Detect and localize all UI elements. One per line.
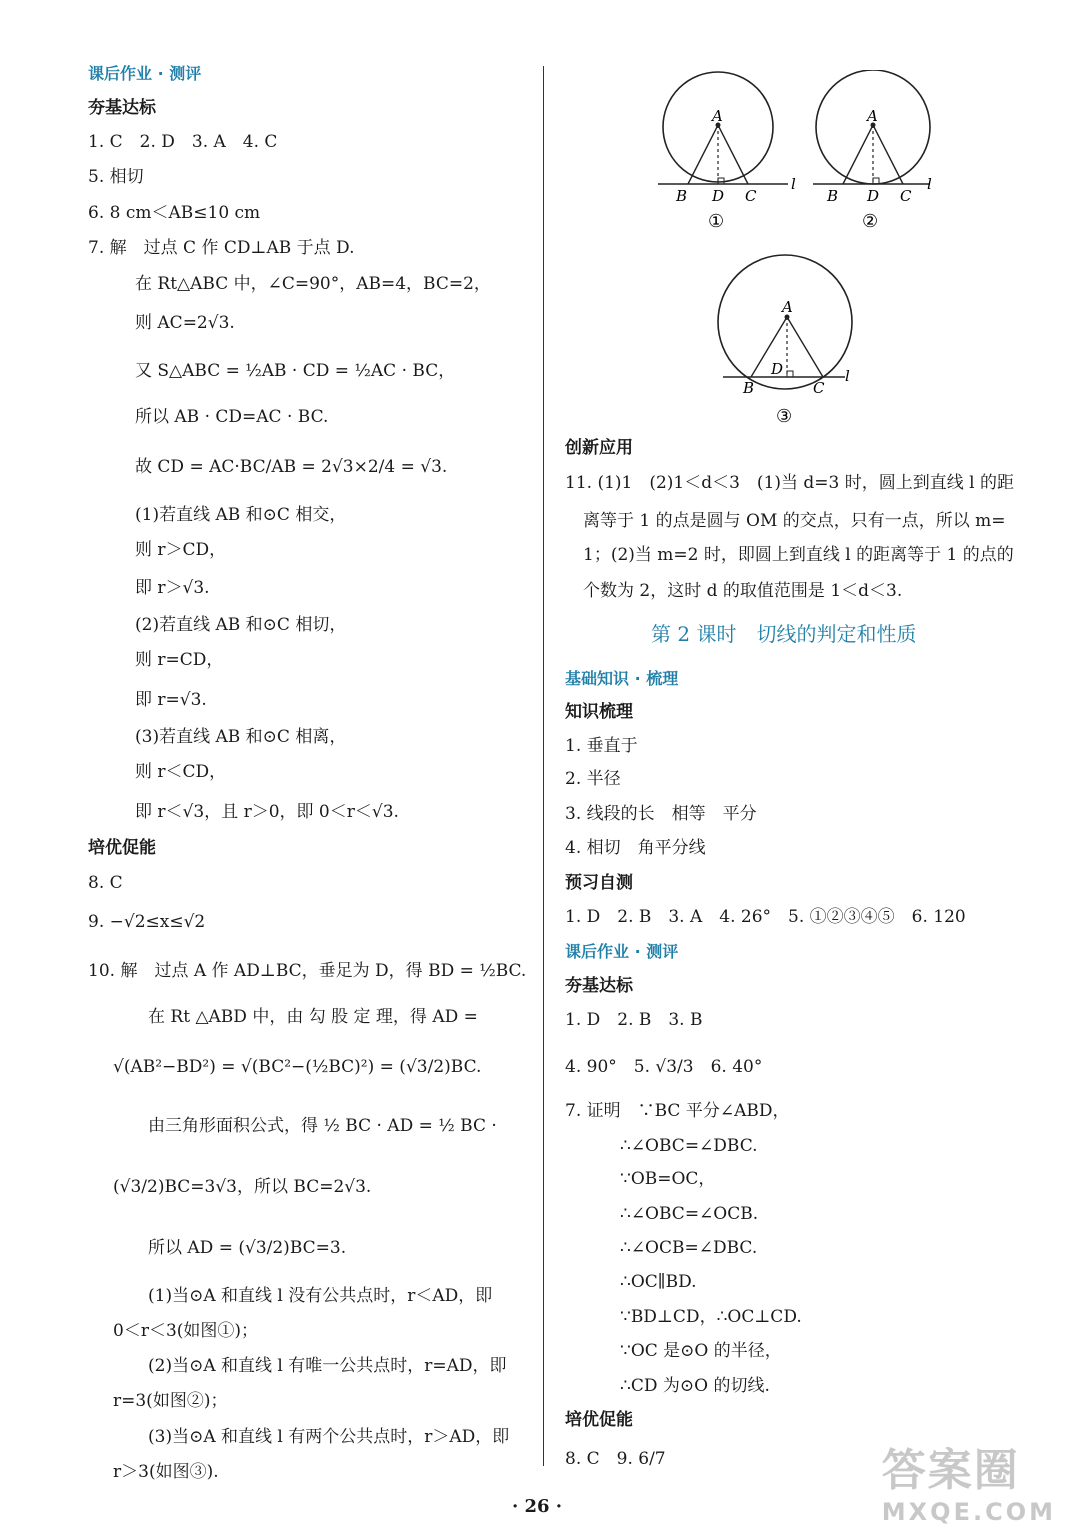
answer-line: (3)当⊙A 和直线 l 有两个公共点时，r＞AD，即 [148, 1427, 510, 1447]
answer-line: 所以 AD = (√3/2)BC=3. [148, 1238, 347, 1258]
answer-line: r＞3(如图③). [113, 1462, 219, 1482]
svg-text:l: l [845, 367, 850, 385]
answer-line: 即 r＜√3，且 r＞0，即 0＜r＜√3. [135, 802, 399, 822]
svg-text:A: A [867, 107, 878, 125]
answer-line: 则 r＜CD， [135, 762, 227, 782]
answer-line: 则 AC=2√3. [135, 313, 235, 333]
answer-line: 10. 解 过点 A 作 AD⊥BC，垂足为 D，得 BD = ½BC. [88, 961, 527, 981]
svg-text:l: l [927, 175, 932, 193]
subsection-header: 知识梳理 [565, 702, 633, 722]
answer-line: (3)若直线 AB 和⊙C 相离， [135, 727, 347, 747]
answer-line: 离等于 1 的点是圆与 OM 的交点，只有一点，所以 m= [583, 511, 1006, 531]
subsection-header: 培优促能 [565, 1410, 633, 1430]
section-header: 基础知识 · 梳理 [565, 669, 679, 688]
answer-line: 1. 垂直于 [565, 736, 638, 756]
answer-line: 7. 证明 ∵BC 平分∠ABD， [565, 1101, 790, 1121]
answer-line: 又 S△ABC = ½AB · CD = ½AC · BC， [135, 361, 456, 381]
svg-text:①: ① [708, 211, 725, 230]
answer-line: (√3/2)BC=3√3，所以 BC=2√3. [113, 1177, 372, 1197]
svg-text:B: B [827, 187, 839, 205]
subsection-header: 夯基达标 [565, 976, 633, 996]
answer-line: ∵OB=OC， [620, 1169, 716, 1189]
answer-line: 1. C 2. D 3. A 4. C [88, 132, 278, 152]
svg-text:D: D [771, 360, 784, 378]
answer-line: 1；(2)当 m=2 时，即圆上到直线 l 的距离等于 1 的点的 [583, 545, 1014, 565]
figure-1 [650, 70, 800, 230]
answer-line: 6. 8 cm＜AB≤10 cm [88, 203, 261, 223]
answer-line: 4. 90° 5. √3/3 6. 40° [565, 1057, 763, 1077]
subsection-header: 预习自测 [565, 873, 633, 893]
answer-line: ∴∠OCB=∠DBC. [620, 1238, 758, 1258]
answer-line: (1)若直线 AB 和⊙C 相交， [135, 505, 347, 525]
subsection-header: 夯基达标 [88, 98, 156, 118]
answer-line: 1. D 2. B 3. A 4. 26° 5. ①②③④⑤ 6. 120 [565, 907, 966, 927]
figure-3 [705, 250, 865, 430]
svg-text:B: B [676, 187, 688, 205]
answer-line: ∴CD 为⊙O 的切线. [620, 1376, 770, 1396]
answer-line: 3. 线段的长 相等 平分 [565, 804, 757, 824]
answer-line: 在 Rt △ABD 中，由 勾 股 定 理，得 AD = [148, 1007, 478, 1027]
answer-line: 在 Rt△ABC 中，∠C=90°，AB=4，BC=2， [135, 274, 491, 294]
watermark [882, 1434, 1056, 1526]
page-number: · 26 · [511, 1496, 563, 1517]
answer-line: 5. 相切 [88, 167, 144, 187]
answer-line: 则 r＞CD， [135, 540, 227, 560]
answer-line: ∴OC∥BD. [620, 1272, 697, 1292]
svg-text:A: A [712, 107, 723, 125]
svg-text:C: C [745, 187, 757, 205]
answer-line: (2)若直线 AB 和⊙C 相切， [135, 615, 347, 635]
answer-line: 9. −√2≤x≤√2 [88, 912, 206, 932]
figure-2 [805, 70, 955, 230]
answer-line: 11. (1)1 (2)1＜d＜3 (1)当 d=3 时，圆上到直线 l 的距 [565, 473, 1015, 493]
section-header: 课后作业 · 测评 [565, 942, 679, 961]
svg-text:②: ② [862, 211, 879, 230]
svg-text:D: D [867, 187, 880, 205]
answer-line: 故 CD = AC·BC/AB = 2√3×2/4 = √3. [135, 457, 448, 477]
svg-text:C: C [813, 379, 825, 397]
answer-line: 即 r=√3. [135, 690, 207, 710]
subsection-header: 创新应用 [565, 438, 633, 458]
svg-text:③: ③ [776, 406, 793, 427]
answer-line: (2)当⊙A 和直线 l 有唯一公共点时，r=AD，即 [148, 1356, 507, 1376]
answer-line: 个数为 2，这时 d 的取值范围是 1＜d＜3. [583, 581, 903, 601]
answer-line: 8. C [88, 873, 123, 893]
answer-line: 即 r＞√3. [135, 578, 210, 598]
column-divider [543, 66, 544, 1466]
answer-line: r=3(如图②)； [113, 1391, 228, 1411]
answer-line: √(AB²−BD²) = √(BC²−(½BC)²) = (√3/2)BC. [113, 1057, 482, 1077]
svg-text:A: A [782, 298, 793, 316]
answer-line: 1. D 2. B 3. B [565, 1010, 703, 1030]
svg-text:l: l [791, 175, 796, 193]
answer-line: 0＜r＜3(如图①)； [113, 1321, 259, 1341]
answer-line: 所以 AB · CD=AC · BC. [135, 407, 329, 427]
answer-line: 则 r=CD， [135, 650, 224, 670]
svg-text:C: C [900, 187, 912, 205]
answer-line: ∴∠OBC=∠OCB. [620, 1204, 759, 1224]
subsection-header: 培优促能 [88, 838, 156, 858]
answer-line: ∴∠OBC=∠DBC. [620, 1136, 758, 1156]
answer-line: 8. C 9. 6/7 [565, 1449, 666, 1469]
answer-line: ∵BD⊥CD，∴OC⊥CD. [620, 1307, 802, 1327]
svg-text:B: B [743, 379, 755, 397]
watermark-text: 答案圈 [881, 1445, 1020, 1496]
watermark-url: MXQE.COM [881, 1498, 1056, 1526]
answer-line: 由三角形面积公式，得 ½ BC · AD = ½ BC · [148, 1116, 497, 1136]
answer-line: 7. 解 过点 C 作 CD⊥AB 于点 D. [88, 238, 355, 258]
answer-line: 2. 半径 [565, 769, 621, 789]
lesson-title: 第 2 课时 切线的判定和性质 [651, 622, 917, 646]
answer-line: 4. 相切 角平分线 [565, 838, 706, 858]
section-header: 课后作业 · 测评 [88, 64, 202, 83]
answer-line: ∵OC 是⊙O 的半径， [620, 1341, 782, 1361]
svg-text:D: D [712, 187, 725, 205]
answer-line: (1)当⊙A 和直线 l 没有公共点时，r＜AD，即 [148, 1286, 493, 1306]
